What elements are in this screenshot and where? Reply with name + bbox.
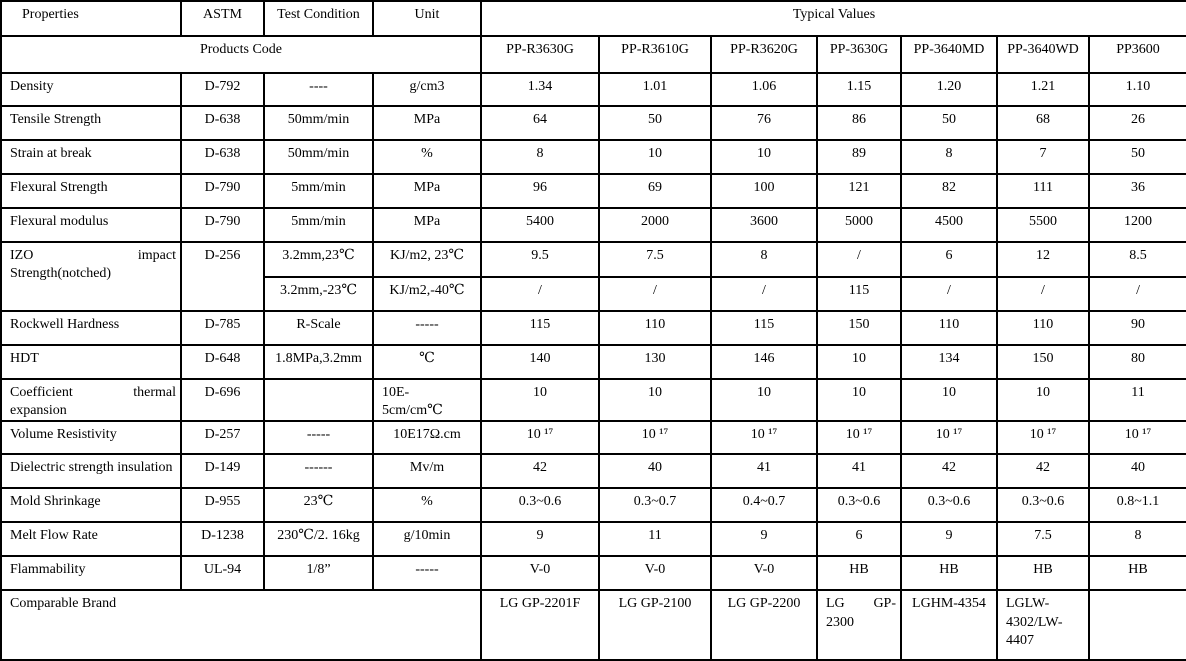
unit-cell: Mv/m bbox=[373, 454, 481, 488]
value-cell: HB bbox=[901, 556, 997, 590]
value-cell: 10 bbox=[481, 379, 599, 421]
value-cell: 1.21 bbox=[997, 73, 1089, 106]
condition-cell: 50mm/min bbox=[264, 140, 373, 174]
value-cell: 10 bbox=[711, 379, 817, 421]
unit-cell: g/10min bbox=[373, 522, 481, 556]
value-cell: 10 ¹⁷ bbox=[481, 421, 599, 454]
table-row bbox=[1, 311, 1186, 345]
unit-header: Unit bbox=[373, 1, 481, 36]
product-column-header: PP3600 bbox=[1089, 36, 1186, 73]
value-cell: 5500 bbox=[997, 208, 1089, 242]
value-cell: 89 bbox=[817, 140, 901, 174]
value-cell: 10 bbox=[599, 140, 711, 174]
value-cell: V-0 bbox=[481, 556, 599, 590]
unit-cell: ----- bbox=[373, 311, 481, 345]
value-cell: 110 bbox=[901, 311, 997, 345]
value-cell: 1200 bbox=[1089, 208, 1186, 242]
value-cell: HB bbox=[1089, 556, 1186, 590]
value-cell: 10 bbox=[599, 379, 711, 421]
table-row bbox=[1, 174, 1186, 208]
property-cell: Dielectric strength insulation bbox=[1, 454, 181, 488]
property-cell: Density bbox=[1, 73, 181, 106]
value-cell: 111 bbox=[997, 174, 1089, 208]
header-row bbox=[1, 1, 1186, 36]
value-cell: V-0 bbox=[711, 556, 817, 590]
value-cell: 8.5 bbox=[1089, 242, 1186, 277]
value-cell: 150 bbox=[997, 345, 1089, 379]
property-cell: Volume Resistivity bbox=[1, 421, 181, 454]
brand-cell: LGLW- 4302/LW- 4407 bbox=[997, 590, 1089, 660]
condition-cell: 3.2mm,-23℃ bbox=[264, 277, 373, 311]
astm-cell: UL-94 bbox=[181, 556, 264, 590]
value-cell: 50 bbox=[901, 106, 997, 140]
value-cell: 110 bbox=[997, 311, 1089, 345]
table-row bbox=[1, 242, 1186, 277]
property-cell: Flammability bbox=[1, 556, 181, 590]
value-cell: 7.5 bbox=[599, 242, 711, 277]
condition-cell: 5mm/min bbox=[264, 174, 373, 208]
value-cell: 1.15 bbox=[817, 73, 901, 106]
value-cell: 11 bbox=[1089, 379, 1186, 421]
table-row bbox=[1, 379, 1186, 421]
value-cell: 140 bbox=[481, 345, 599, 379]
unit-cell: % bbox=[373, 140, 481, 174]
value-cell: 1.20 bbox=[901, 73, 997, 106]
value-cell: 40 bbox=[1089, 454, 1186, 488]
condition-cell: 1/8” bbox=[264, 556, 373, 590]
astm-cell: D-955 bbox=[181, 488, 264, 522]
value-cell: 5000 bbox=[817, 208, 901, 242]
comparable-brand-row bbox=[1, 590, 1186, 660]
value-cell: 41 bbox=[711, 454, 817, 488]
astm-cell: D-792 bbox=[181, 73, 264, 106]
value-cell: 80 bbox=[1089, 345, 1186, 379]
astm-header: ASTM bbox=[181, 1, 264, 36]
brand-cell bbox=[1089, 590, 1186, 660]
value-cell: 41 bbox=[817, 454, 901, 488]
test-condition-header: Test Condition bbox=[264, 1, 373, 36]
astm-cell: D-1238 bbox=[181, 522, 264, 556]
unit-cell: 10E17Ω.cm bbox=[373, 421, 481, 454]
value-cell: 10 ¹⁷ bbox=[599, 421, 711, 454]
product-column-header: PP-3630G bbox=[817, 36, 901, 73]
value-cell: 10 ¹⁷ bbox=[1089, 421, 1186, 454]
value-cell: / bbox=[1089, 277, 1186, 311]
value-cell: 10 bbox=[997, 379, 1089, 421]
table-row bbox=[1, 556, 1186, 590]
astm-cell: D-790 bbox=[181, 208, 264, 242]
value-cell: 50 bbox=[599, 106, 711, 140]
astm-cell: D-149 bbox=[181, 454, 264, 488]
astm-cell: D-257 bbox=[181, 421, 264, 454]
value-cell: / bbox=[481, 277, 599, 311]
astm-cell: D-648 bbox=[181, 345, 264, 379]
value-cell: 12 bbox=[997, 242, 1089, 277]
condition-cell: ------ bbox=[264, 454, 373, 488]
property-cell: Melt Flow Rate bbox=[1, 522, 181, 556]
value-cell: / bbox=[599, 277, 711, 311]
property-cell: Flexural Strength bbox=[1, 174, 181, 208]
astm-cell: D-696 bbox=[181, 379, 264, 421]
value-cell: 1.06 bbox=[711, 73, 817, 106]
products-code-row bbox=[1, 36, 1186, 73]
value-cell: 6 bbox=[901, 242, 997, 277]
value-cell: 50 bbox=[1089, 140, 1186, 174]
property-cell: IZO impact Strength(notched) bbox=[1, 242, 181, 311]
value-cell: 130 bbox=[599, 345, 711, 379]
value-cell: 8 bbox=[1089, 522, 1186, 556]
value-cell: 9 bbox=[711, 522, 817, 556]
table-row bbox=[1, 454, 1186, 488]
value-cell: 7.5 bbox=[997, 522, 1089, 556]
condition-cell: R-Scale bbox=[264, 311, 373, 345]
property-cell: HDT bbox=[1, 345, 181, 379]
property-cell: Mold Shrinkage bbox=[1, 488, 181, 522]
value-cell: 8 bbox=[901, 140, 997, 174]
value-cell: 8 bbox=[711, 242, 817, 277]
value-cell: V-0 bbox=[599, 556, 711, 590]
value-cell: 64 bbox=[481, 106, 599, 140]
condition-cell bbox=[264, 379, 373, 421]
unit-cell: ----- bbox=[373, 556, 481, 590]
value-cell: 0.3~0.6 bbox=[997, 488, 1089, 522]
value-cell: 86 bbox=[817, 106, 901, 140]
product-column-header: PP-R3630G bbox=[481, 36, 599, 73]
condition-cell: 1.8MPa,3.2mm bbox=[264, 345, 373, 379]
value-cell: 11 bbox=[599, 522, 711, 556]
value-cell: / bbox=[711, 277, 817, 311]
value-cell: 1.10 bbox=[1089, 73, 1186, 106]
value-cell: 96 bbox=[481, 174, 599, 208]
condition-cell: 3.2mm,23℃ bbox=[264, 242, 373, 277]
astm-cell: D-638 bbox=[181, 140, 264, 174]
value-cell: 134 bbox=[901, 345, 997, 379]
unit-cell: 10E- 5cm/cm℃ bbox=[373, 379, 481, 421]
value-cell: / bbox=[997, 277, 1089, 311]
table-row bbox=[1, 73, 1186, 106]
brand-cell: LG GP-2201F bbox=[481, 590, 599, 660]
value-cell: 0.3~0.6 bbox=[817, 488, 901, 522]
astm-cell: D-790 bbox=[181, 174, 264, 208]
brand-cell: LG GP-2100 bbox=[599, 590, 711, 660]
table-row bbox=[1, 106, 1186, 140]
product-column-header: PP-R3620G bbox=[711, 36, 817, 73]
value-cell: 10 bbox=[901, 379, 997, 421]
property-cell: Flexural modulus bbox=[1, 208, 181, 242]
value-cell: 69 bbox=[599, 174, 711, 208]
property-cell: Coefficient thermal expansion bbox=[1, 379, 181, 421]
astm-cell: D-256 bbox=[181, 242, 264, 311]
value-cell: 42 bbox=[997, 454, 1089, 488]
value-cell: 9 bbox=[481, 522, 599, 556]
value-cell: 8 bbox=[481, 140, 599, 174]
value-cell: 0.3~0.6 bbox=[481, 488, 599, 522]
unit-cell: g/cm3 bbox=[373, 73, 481, 106]
value-cell: HB bbox=[997, 556, 1089, 590]
unit-cell: KJ/m2,-40℃ bbox=[373, 277, 481, 311]
value-cell: 7 bbox=[997, 140, 1089, 174]
value-cell: 0.4~0.7 bbox=[711, 488, 817, 522]
value-cell: 3600 bbox=[711, 208, 817, 242]
value-cell: 115 bbox=[817, 277, 901, 311]
brand-cell: LG GP-2200 bbox=[711, 590, 817, 660]
value-cell: 10 ¹⁷ bbox=[997, 421, 1089, 454]
properties-header: Properties bbox=[1, 1, 181, 36]
value-cell: 146 bbox=[711, 345, 817, 379]
value-cell: 1.34 bbox=[481, 73, 599, 106]
value-cell: 10 ¹⁷ bbox=[901, 421, 997, 454]
condition-cell: 50mm/min bbox=[264, 106, 373, 140]
table-row bbox=[1, 140, 1186, 174]
typical-values-header: Typical Values bbox=[481, 1, 1186, 36]
table-row bbox=[1, 421, 1186, 454]
condition-cell: ----- bbox=[264, 421, 373, 454]
brand-cell: LGHM-4354 bbox=[901, 590, 997, 660]
comparable-brand-label: Comparable Brand bbox=[1, 590, 481, 660]
value-cell: 36 bbox=[1089, 174, 1186, 208]
table-row bbox=[1, 522, 1186, 556]
table-row bbox=[1, 488, 1186, 522]
unit-cell: % bbox=[373, 488, 481, 522]
astm-cell: D-785 bbox=[181, 311, 264, 345]
value-cell: 10 ¹⁷ bbox=[711, 421, 817, 454]
product-column-header: PP-3640MD bbox=[901, 36, 997, 73]
condition-cell: 230℃/2. 16kg bbox=[264, 522, 373, 556]
value-cell: 9 bbox=[901, 522, 997, 556]
value-cell: / bbox=[901, 277, 997, 311]
value-cell: 0.3~0.7 bbox=[599, 488, 711, 522]
value-cell: 2000 bbox=[599, 208, 711, 242]
product-column-header: PP-3640WD bbox=[997, 36, 1089, 73]
value-cell: 0.3~0.6 bbox=[901, 488, 997, 522]
value-cell: 10 ¹⁷ bbox=[817, 421, 901, 454]
product-column-header: PP-R3610G bbox=[599, 36, 711, 73]
value-cell: 6 bbox=[817, 522, 901, 556]
property-cell: Tensile Strength bbox=[1, 106, 181, 140]
table-row bbox=[1, 208, 1186, 242]
value-cell: 42 bbox=[901, 454, 997, 488]
value-cell: / bbox=[817, 242, 901, 277]
condition-cell: ---- bbox=[264, 73, 373, 106]
astm-cell: D-638 bbox=[181, 106, 264, 140]
unit-cell: MPa bbox=[373, 208, 481, 242]
products-code-label: Products Code bbox=[1, 36, 481, 73]
unit-cell: KJ/m2, 23℃ bbox=[373, 242, 481, 277]
value-cell: HB bbox=[817, 556, 901, 590]
value-cell: 121 bbox=[817, 174, 901, 208]
condition-cell: 5mm/min bbox=[264, 208, 373, 242]
value-cell: 150 bbox=[817, 311, 901, 345]
value-cell: 82 bbox=[901, 174, 997, 208]
value-cell: 26 bbox=[1089, 106, 1186, 140]
property-cell: Strain at break bbox=[1, 140, 181, 174]
unit-cell: MPa bbox=[373, 174, 481, 208]
value-cell: 10 bbox=[711, 140, 817, 174]
value-cell: 115 bbox=[481, 311, 599, 345]
value-cell: 100 bbox=[711, 174, 817, 208]
value-cell: 5400 bbox=[481, 208, 599, 242]
value-cell: 90 bbox=[1089, 311, 1186, 345]
value-cell: 4500 bbox=[901, 208, 997, 242]
value-cell: 115 bbox=[711, 311, 817, 345]
value-cell: 68 bbox=[997, 106, 1089, 140]
value-cell: 110 bbox=[599, 311, 711, 345]
value-cell: 9.5 bbox=[481, 242, 599, 277]
value-cell: 42 bbox=[481, 454, 599, 488]
value-cell: 10 bbox=[817, 345, 901, 379]
property-cell: Rockwell Hardness bbox=[1, 311, 181, 345]
value-cell: 0.8~1.1 bbox=[1089, 488, 1186, 522]
unit-cell: MPa bbox=[373, 106, 481, 140]
condition-cell: 23℃ bbox=[264, 488, 373, 522]
brand-cell: LG GP- 2300 bbox=[817, 590, 901, 660]
table-row bbox=[1, 345, 1186, 379]
value-cell: 76 bbox=[711, 106, 817, 140]
unit-cell: ℃ bbox=[373, 345, 481, 379]
value-cell: 1.01 bbox=[599, 73, 711, 106]
value-cell: 10 bbox=[817, 379, 901, 421]
value-cell: 40 bbox=[599, 454, 711, 488]
